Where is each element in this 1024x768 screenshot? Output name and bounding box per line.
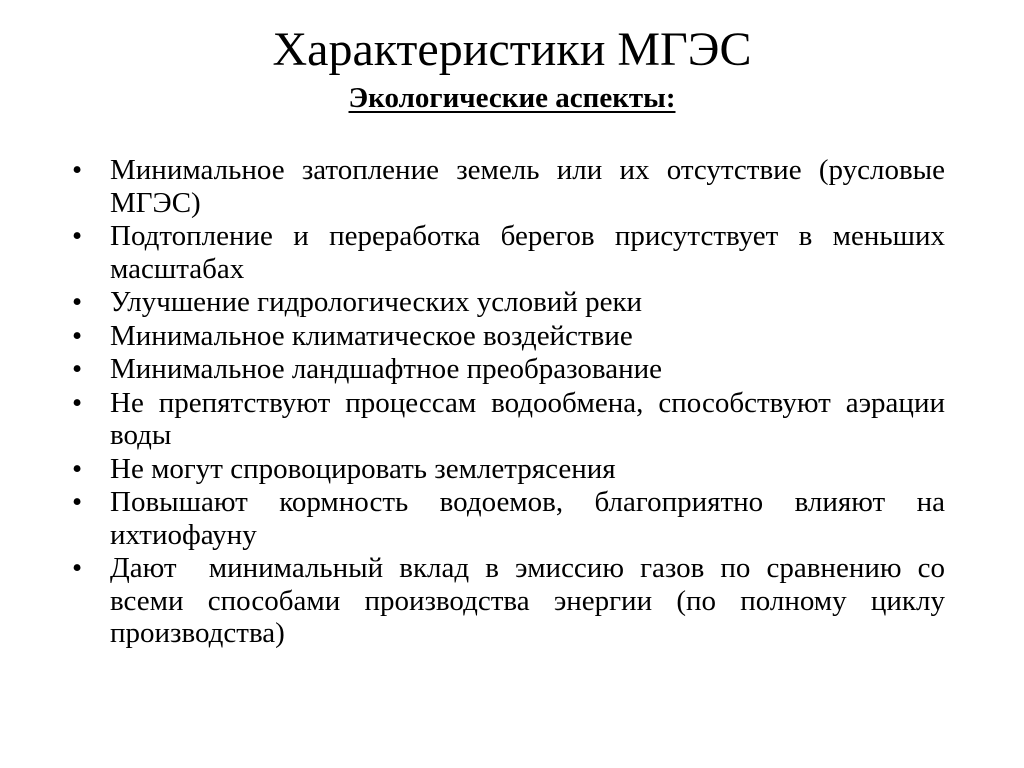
bullet-item <box>72 387 945 452</box>
bullet-text: Минимальное ландшафтное преобразование <box>110 353 662 385</box>
bullet-item <box>72 353 945 386</box>
bullet-icon: • <box>72 552 83 584</box>
bullet-icon: • <box>72 319 83 352</box>
bullet-icon: • <box>72 286 83 318</box>
bullet-icon: • <box>72 154 83 186</box>
bullet-text: Подтопление и переработка берегов присутствует в меньших масштабах <box>110 220 945 285</box>
bullet-text: Минимальное затопление земель или их отсутствие (русловые МГЭС) <box>110 154 945 219</box>
bullet-item <box>72 286 945 319</box>
bullet-text: Не препятствуют процессам водообмена, способствуют аэрации воды <box>110 386 945 451</box>
bullet-item <box>72 486 945 551</box>
bullet-item <box>72 552 953 650</box>
bullet-icon: • <box>72 220 83 252</box>
bullet-icon: • <box>72 452 83 485</box>
bullet-text: Улучшение гидрологических условий реки <box>110 286 643 318</box>
bullet-item <box>72 320 945 353</box>
bullet-item <box>72 220 945 285</box>
bullet-text: Дают минимальный вклад в эмиссию газов по сравнению со всеми способами производства энергии (по полному циклу производства) <box>110 552 953 649</box>
bullet-item <box>72 154 945 219</box>
bullet-icon: • <box>72 353 83 385</box>
bullet-icon: • <box>72 386 83 419</box>
bullet-list <box>72 154 953 651</box>
slide-title: Характеристики МГЭС <box>272 23 752 76</box>
bullet-item <box>72 453 945 486</box>
bullet-icon: • <box>72 486 83 518</box>
bullet-text: Минимальное климатическое воздействие <box>110 319 633 352</box>
subtitle-text: Экологические аспекты: <box>348 82 676 114</box>
bullet-text: Повышают кормность водоемов, благоприятно влияют на ихтиофауну <box>110 486 945 551</box>
bullet-text: Не могут спровоцировать землетрясения <box>110 452 616 485</box>
slide-subtitle <box>0 80 1024 116</box>
